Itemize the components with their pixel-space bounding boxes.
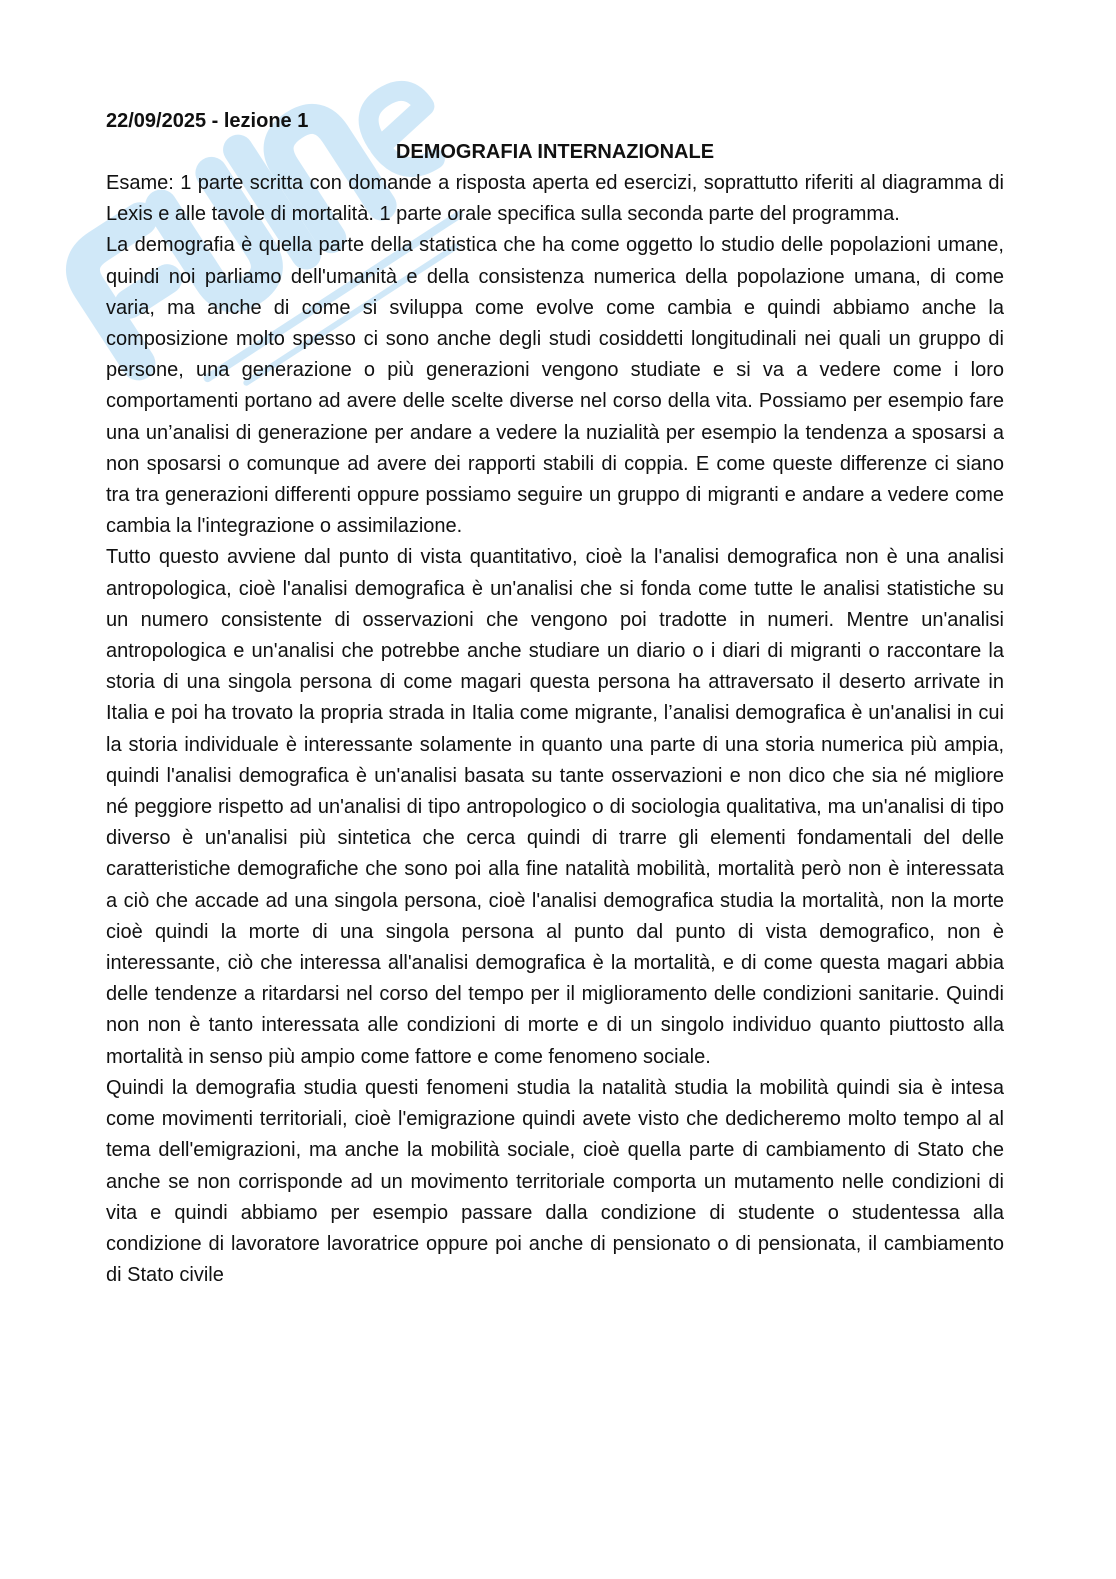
- document-title: DEMOGRAFIA INTERNAZIONALE: [395, 141, 715, 163]
- paragraph: Esame: 1 parte scritta con domande a risposta aperta ed esercizi, soprattutto riferiti al diagramma di Lexis e alle tavole di mortalità. 1 parte orale specifica sulla seconda parte del programma.: [106, 172, 1004, 226]
- paragraph: Tutto questo avviene dal punto di vista quantitativo, cioè la l'analisi demografica non è una analisi antropologica, cioè l'analisi demografica è un'analisi che si fonda come tutte le analisi statistiche su un numero consistente di osservazioni che vengono poi tradotte in numeri. Mentre un'analisi antropologica e un'analisi che potrebbe anche studiare un diario o i diari di migranti o raccontare la storia di una singola persona di come magari questa persona ha attraversato il deserto arrivate in Italia e poi ha trovato la propria strada in Italia come migrante, l’analisi demografica è un'analisi in cui la storia individuale è interessante solamente in quanto una parte di una storia numerica più ampia, quindi l'analisi demografica è un'analisi basata su tante osservazioni e non dico che sia né migliore né peggiore rispetto ad un'analisi di tipo antropologico o di sociologia qualitativa, ma un'analisi di tipo diverso è un'analisi più sintetica che cerca quindi di trarre gli elementi fondamentali del delle caratteristiche demografiche che sono poi alla fine natalità mobilità, mortalità però non è interessata a ciò che accade ad una singola persona, cioè l'analisi demografica studia la mortalità, non la morte cioè quindi la morte di una singola persona al punto dal punto di vista demografico, non è interessante, ciò che interessa all'analisi demografica è la mortalità, e di come questa magari abbia delle tendenze a ritardarsi nel corso del tempo per il miglioramento delle condizioni sanitarie. Quindi non non è tanto interessata alle condizioni di morte e di un singolo individuo quanto piuttosto alla mortalità in senso più ampio come fattore e come fenomeno sociale.: [106, 546, 1004, 1068]
- paragraph: La demografia è quella parte della statistica che ha come oggetto lo studio delle popolazioni umane, quindi noi parliamo dell'umanità e della consistenza numerica della popolazione umana, di come varia, ma anche di come si sviluppa come evolve come cambia e quindi abbiamo anche la composizione molto spesso ci sono anche degli studi cosiddetti longitudinali nei quali un gruppo di persone, una generazione o più generazioni vengono studiate e si va a vedere come i loro comportamenti portano ad avere delle scelte diverse nel corso della vita. Possiamo per esempio fare una un’analisi di generazione per andare a vedere la nuzialità per esempio la tendenza a sposarsi a non sposarsi o comunque ad avere dei rapporti stabili di coppia. E come queste differenze ci siano tra tra generazioni differenti oppure possiamo seguire un gruppo di migranti e andare a vedere come cambia la l'integrazione o assimilazione.: [106, 234, 1004, 538]
- lesson-date: 22/09/2025 - lezione 1: [106, 110, 309, 132]
- paragraph: Quindi la demografia studia questi fenomeni studia la natalità studia la mobilità quindi sia è intesa come movimenti territoriali, cioè l'emigrazione quindi avete visto che dedicheremo molto tempo al al tema dell'emigrazioni, ma anche la mobilità sociale, cioè quella parte di cambiamento di Stato che anche se non corrisponde ad un movimento territoriale comporta un mutamento nelle condizioni di vita e quindi abbiamo per esempio passare dalla condizione di studente o studentessa alla condizione di lavoratore lavoratrice oppure poi anche di pensionato o di pensionata, il cambiamento di Stato civile: [106, 1076, 1004, 1287]
- document-body: [106, 106, 1004, 1291]
